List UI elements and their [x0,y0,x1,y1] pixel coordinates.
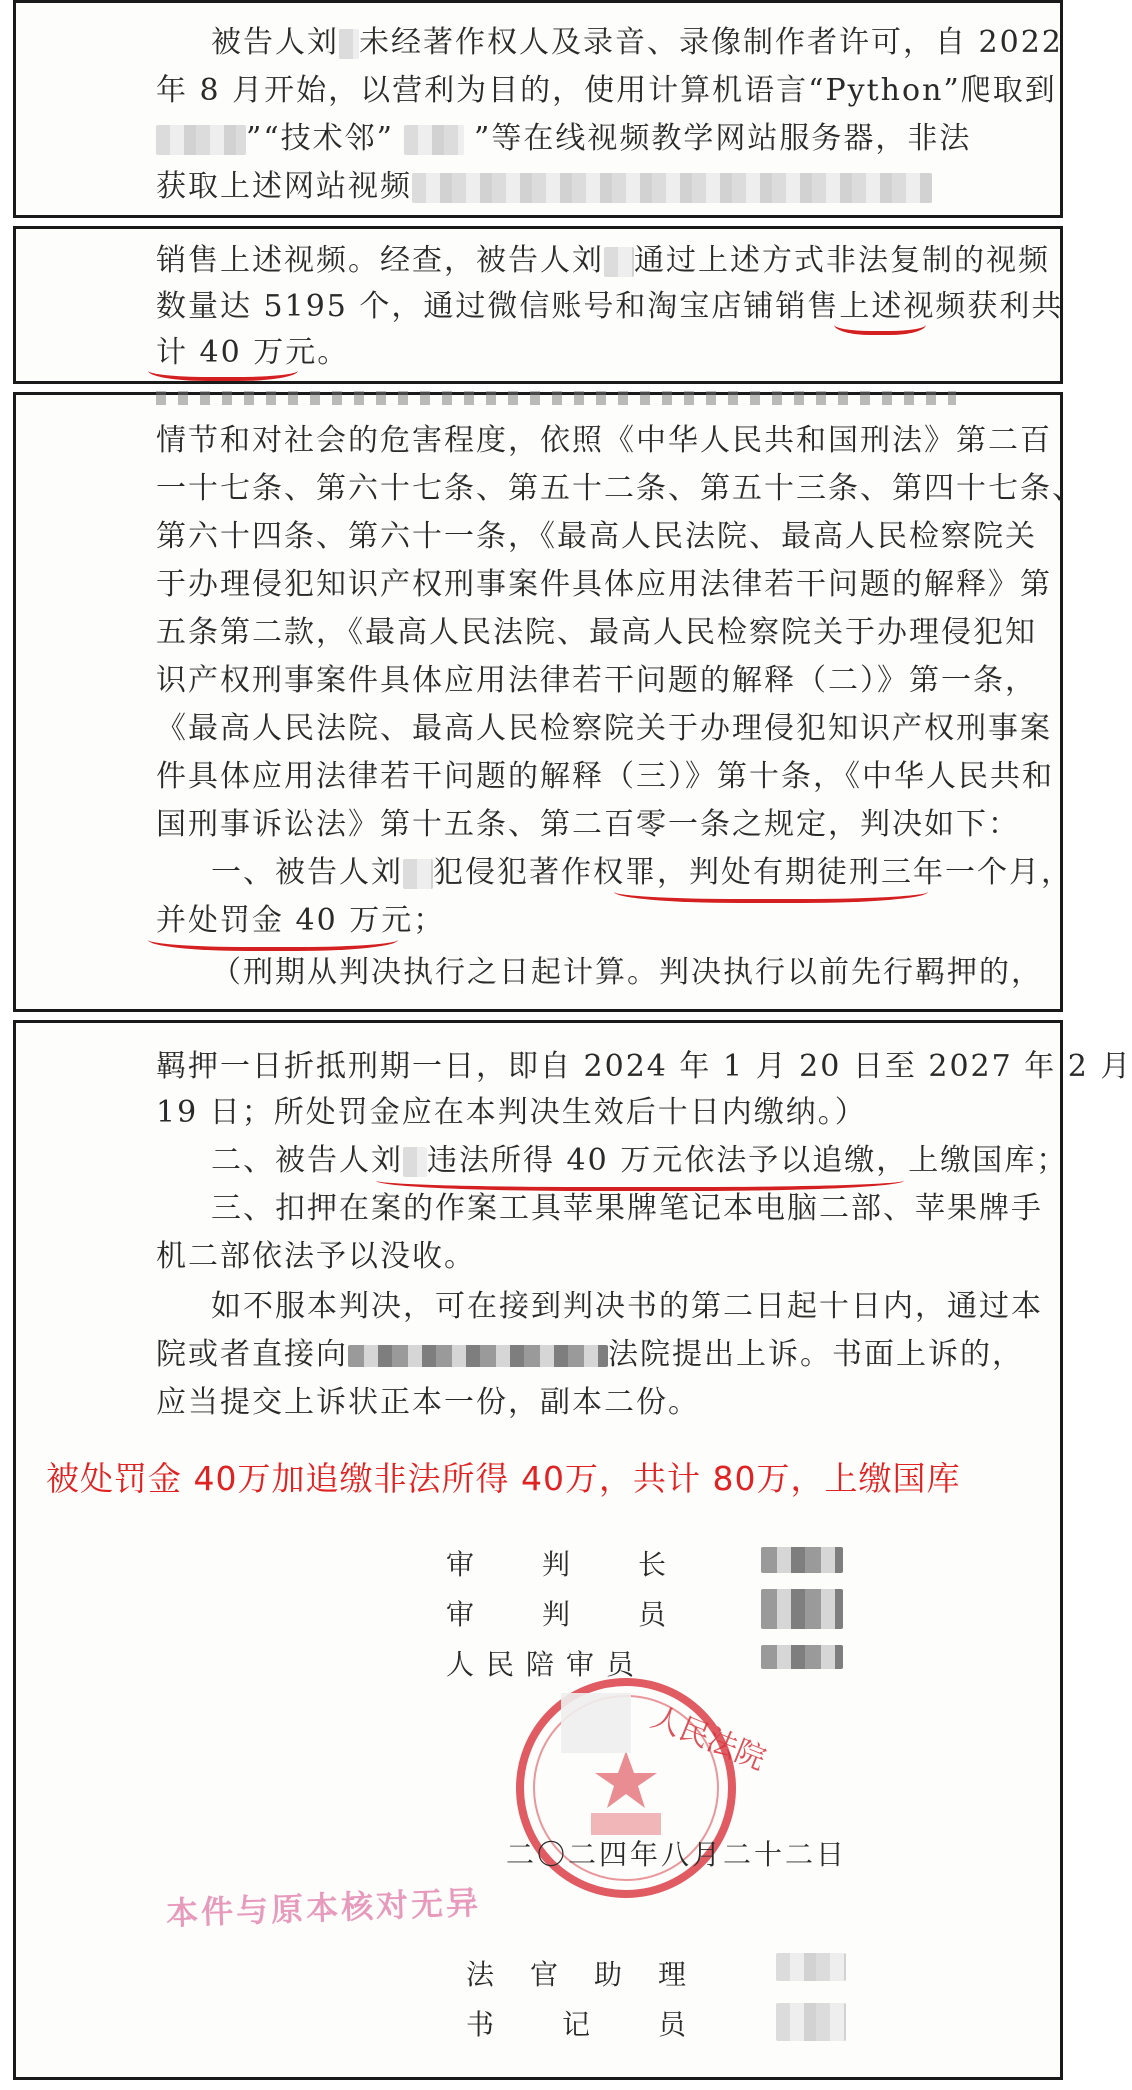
highlight-underline [614,875,928,903]
redacted-signature [761,1589,843,1629]
text-segment: 销售上述视频。经查，被告人刘 [156,243,604,278]
text-line: 件具体应用法律若干问题的解释（三）》第十条，《中华人民共和 [156,759,1054,794]
text-line: 应当提交上诉状正本一份，副本二份。 [156,1385,700,1420]
text-segment: 二、被告人刘 [211,1143,403,1178]
text-segment: 一、被告人刘 [211,855,403,890]
redacted-name [339,29,359,59]
text-line: 计 40 万元。 [156,335,350,370]
text-line: 并处罚金 40 万元； [156,903,446,938]
text-line [156,167,932,207]
redacted-text [156,125,246,155]
redacted-signature [776,1953,846,1981]
redacted-name [604,247,634,277]
text-segment: 通过上述方式非法复制的视频 [634,243,1050,278]
judge-label: 审 判 员 [446,1598,671,1631]
text-line: （刑期从判决执行之日起计算。判决执行以前先行羁押的， [211,955,1043,990]
excerpt-panel-1 [13,0,1063,218]
judge-assistant-label: 法 官 助 理 [466,1958,691,1991]
redacted-name [403,859,433,889]
excerpt-panel-2 [13,226,1063,384]
text-line: 国刑事诉讼法》第十五条、第二百零一条之规定，判决如下： [156,807,1020,842]
juror-label: 人民陪审员 [446,1648,647,1681]
judgment-date: 二〇二四年八月二十二日 [506,1838,848,1871]
text-segment: 被告人刘 [211,25,339,60]
clerk-label: 书 记 员 [466,2008,691,2041]
text-line: 《最高人民法院、最高人民检察院关于办理侵犯知识产权刑事案 [156,711,1052,746]
text-line: 识产权刑事案件具体应用法律若干问题的解释（二）》第一条， [156,663,1037,698]
text-segment: 法院提出上诉。书面上诉的， [608,1337,1024,1372]
text-line: 机二部依法予以没收。 [156,1239,476,1274]
text-line: 羁押一日折抵刑期一日，即自 2024 年 1 月 20 日至 2027 年 2 月 [156,1049,1132,1084]
text-segment: 违法所得 40 万元依法予以追缴，上缴国库； [427,1143,1069,1178]
text-line: 第六十四条、第六十一条，《最高人民法院、最高人民检察院关 [156,519,1037,554]
text-line: 于办理侵犯知识产权刑事案件具体应用法律若干问题的解释》第 [156,567,1052,602]
chief-judge-label: 审 判 长 [446,1548,671,1581]
text-line: 三、扣押在案的作案工具苹果牌笔记本电脑二部、苹果牌手 [211,1191,1043,1226]
text-line: 五条第二款，《最高人民法院、最高人民检察院关于办理侵犯知 [156,615,1037,650]
highlight-underline [834,309,926,335]
annotation-note: 被处罚金 40万加追缴非法所得 40万，共计 80万，上缴国库 [46,1459,961,1498]
text-segment: 犯侵犯著作权罪，判处有期徒刑三年一个月， [433,855,1073,890]
text-segment: 获取上述网站视频 [156,169,412,204]
redacted-signature [761,1645,843,1669]
text-line: 一十七条、第六十七条、第五十二条、第五十三条、第四十七条、 [156,471,1084,506]
cut-off-text-row [156,391,956,405]
highlight-underline [376,1165,904,1191]
text-line: 情节和对社会的危害程度，依照《中华人民共和国刑法》第二百 [156,423,1052,458]
text-segment: ”“技术邻” [246,121,395,156]
text-line: 年 8 月开始，以营利为目的，使用计算机语言“Python”爬取到 [156,73,1057,108]
highlight-underline [148,923,398,951]
redacted-court-name [348,1345,608,1367]
text-line: 19 日；所处罚金应在本判决生效后十日内缴纳。） [156,1095,867,1130]
redacted-signature [776,2003,846,2041]
highlight-underline [148,355,298,381]
text-line [156,119,971,159]
text-line [211,23,1063,63]
text-segment: ”等在线视频教学网站服务器，非法 [474,121,972,156]
text-line: 数量达 5195 个，通过微信账号和淘宝店铺销售上述视频获利共 [156,289,1064,324]
text-line: 如不服本判决，可在接到判决书的第二日起十日内，通过本 [211,1289,1043,1324]
text-segment: 院或者直接向 [156,1337,348,1372]
redacted-signature [761,1547,843,1573]
excerpt-panel-3 [13,392,1084,1012]
text-line [156,1335,1024,1375]
text-line [156,241,1050,281]
redacted-text [404,125,464,155]
excerpt-panel-4 [13,1020,1132,2080]
copy-certification-stamp: 本件与原本核对无异 [165,1883,482,1933]
seal-text: 人民法院 [646,1699,771,1778]
redacted-text [412,173,932,203]
text-segment: 未经著作权人及录音、录像制作者许可，自 2022 [359,25,1063,60]
